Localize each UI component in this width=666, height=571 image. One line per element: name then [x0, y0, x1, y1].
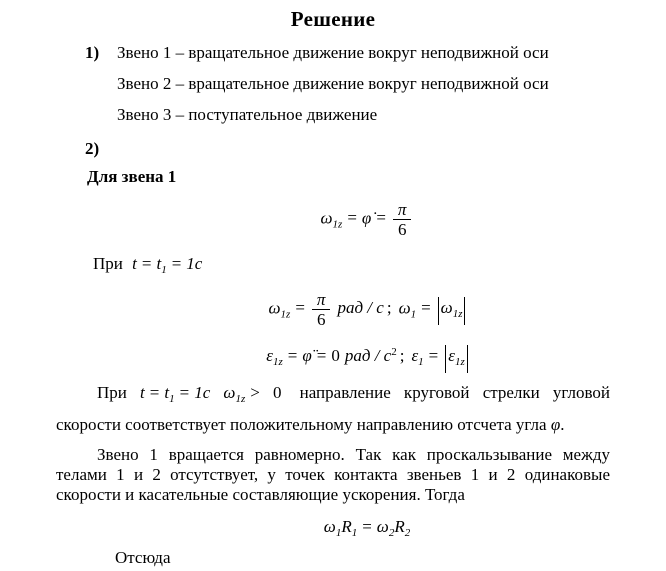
- semicolon: ;: [386, 298, 392, 318]
- list-item-2: Звено 2 – вращательное движение вокруг неподвижной оси: [117, 74, 549, 93]
- omega-subscript: 1z: [332, 218, 343, 231]
- fraction-numerator: π: [312, 290, 331, 310]
- epsilon1-subscript: 1: [418, 356, 424, 368]
- t1-subscript: 1: [169, 393, 175, 405]
- omega1-symbol: ω: [398, 298, 411, 318]
- rad-per-s-unit: рад / с: [337, 298, 384, 318]
- squared-superscript: 2: [391, 346, 397, 358]
- omega-subscript: 1z: [452, 308, 463, 321]
- rad-per-s2-unit: рад / с: [344, 346, 392, 365]
- omega-symbol: ω: [320, 208, 333, 228]
- t-symbol: t: [132, 254, 137, 273]
- t1-symbol: t: [156, 254, 162, 273]
- epsilon-subscript: 1z: [272, 356, 283, 368]
- pri-word: При: [93, 254, 123, 273]
- page-title: Решение: [290, 7, 376, 31]
- omega-subscript: 1z: [280, 308, 291, 321]
- equals-sign: =: [428, 346, 439, 365]
- formula-omega-definition: [90, 200, 644, 239]
- equals-sign: =: [149, 383, 160, 402]
- zero-value: 0: [331, 346, 340, 365]
- omega-symbol: ω: [268, 298, 281, 318]
- equals-sign: =: [421, 298, 431, 318]
- phi-symbol: φ: [550, 415, 561, 434]
- equals-sign: =: [316, 346, 327, 365]
- equals-sign: =: [179, 383, 190, 402]
- list-item-3: Звено 3 – поступательное движение: [117, 105, 378, 124]
- omega1-subscript: 1: [410, 308, 417, 321]
- phi-ddot-symbol: φ̈: [302, 346, 312, 365]
- absolute-value-bars: [445, 345, 467, 373]
- list-item-1-text: Звено 1 – вращательное движение вокруг неподвижной оси: [117, 43, 549, 62]
- equals-sign: =: [287, 346, 298, 365]
- paragraph-rolling: Звено 1 вращается равномерно. Так как проскальзывание между телами 1 и 2 отсутствует, у точек контакта звеньев 1 и 2 одинаковые скорости и касательные составляющие ускорения. Тогда: [56, 445, 610, 504]
- omega1-symbol: ω: [323, 517, 336, 536]
- epsilon-symbol: ε: [266, 346, 273, 365]
- t1-symbol: t: [164, 383, 170, 402]
- omega-symbol: ω: [223, 383, 236, 402]
- semicolon: ;: [399, 346, 405, 365]
- list-item-1: [85, 42, 549, 64]
- paragraph-direction: [56, 380, 610, 438]
- pi-over-6-fraction: [393, 200, 412, 239]
- phi-dot-symbol: φ̇: [361, 208, 372, 228]
- greater-than-zero: > 0: [250, 383, 282, 402]
- omega-subscript: 1z: [235, 393, 246, 405]
- fraction-numerator: π: [393, 200, 412, 220]
- radius2-symbol: R: [394, 517, 405, 536]
- omega1-subscript: 1: [335, 527, 342, 539]
- pi-over-6-fraction: [312, 290, 331, 329]
- omega2-symbol: ω: [376, 517, 389, 536]
- epsilon-symbol: ε: [448, 346, 455, 365]
- one-second-value: 1с: [186, 254, 203, 273]
- formula-radii-relation: [90, 516, 644, 544]
- equals-sign: =: [347, 208, 357, 228]
- zveno1-heading: Для звена 1: [87, 167, 177, 186]
- t-symbol: t: [140, 383, 145, 402]
- radius1-symbol: R: [341, 517, 352, 536]
- fraction-denominator: 6: [316, 310, 326, 329]
- pri-word: При: [97, 383, 127, 402]
- equals-sign: =: [295, 298, 305, 318]
- omega-symbol: ω: [440, 298, 453, 318]
- formula-epsilon-value: [90, 341, 644, 373]
- radius2-subscript: 2: [404, 527, 411, 539]
- fraction-denominator: 6: [397, 220, 407, 239]
- paragraph-direction-text: направление круговой стрелки угловой скорости соответствует положительному направлению отсчета угла: [56, 383, 611, 434]
- t1-subscript: 1: [161, 264, 167, 276]
- radius1-subscript: 1: [351, 527, 358, 539]
- omega2-subscript: 2: [388, 527, 395, 539]
- equals-sign: =: [376, 208, 386, 228]
- one-second-value: 1с: [194, 383, 211, 402]
- epsilon1-symbol: ε: [411, 346, 419, 365]
- time-condition-line: [93, 253, 202, 281]
- list-marker-1: 1): [85, 43, 100, 62]
- epsilon-subscript: 1z: [454, 356, 465, 368]
- closing-word: Отсюда: [115, 548, 171, 567]
- equals-sign: =: [141, 254, 152, 273]
- period: .: [560, 415, 565, 434]
- equals-sign: =: [171, 254, 182, 273]
- absolute-value-bars: [438, 297, 466, 325]
- part2-marker: 2): [85, 139, 100, 158]
- equals-sign: =: [362, 517, 372, 536]
- formula-omega-value: [90, 290, 644, 329]
